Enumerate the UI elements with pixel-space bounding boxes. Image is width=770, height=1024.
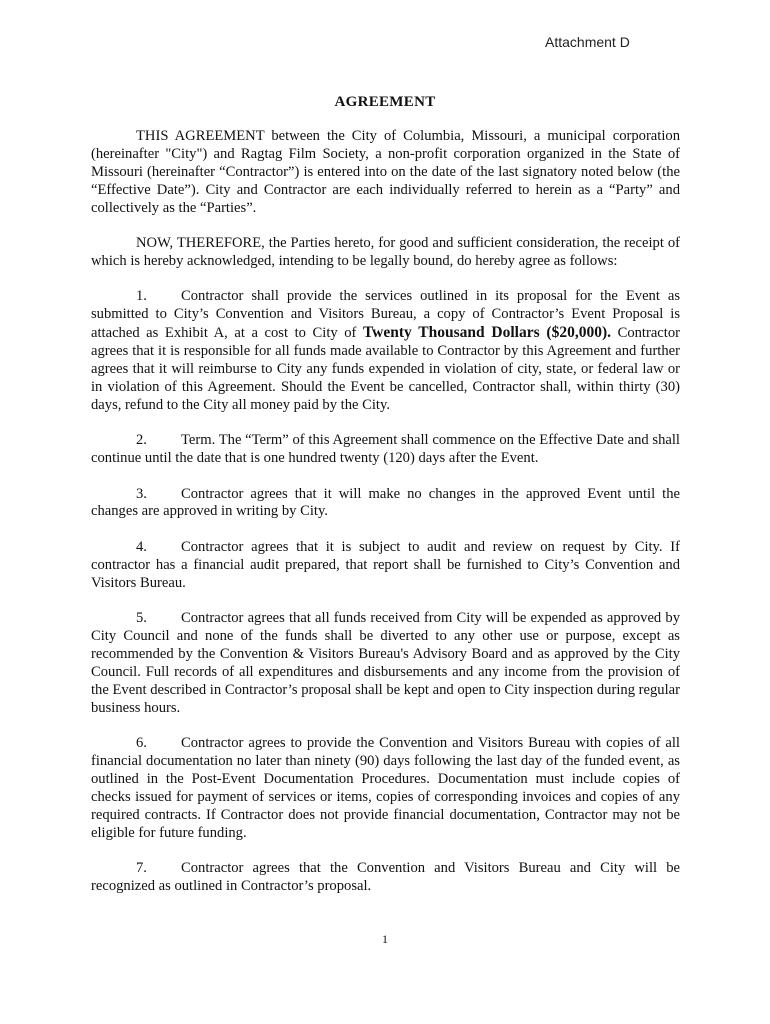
section-2 — [91, 432, 680, 468]
section-2-text: Term. The “Term” of this Agreement shall commence on the Effective Date and shall continue until the date that is one hundred twenty (120) days after the Event. — [91, 432, 680, 467]
section-1 — [91, 288, 680, 414]
section-4-text: Contractor agrees that it is subject to audit and review on request by City. If contractor has a financial audit prepared, that report shall be furnished to City’s Convention and Visitors Bureau. — [91, 538, 680, 591]
section-3-text: Contractor agrees that it will make no changes in the approved Event until the changes are approved in writing by City. — [91, 485, 680, 520]
section-3 — [91, 486, 680, 522]
section-5-text: Contractor agrees that all funds received from City will be expended as approved by City Council and none of the funds shall be diverted to any other use or purpose, except as recommended by the Convention & Visitors Bureau's Advisory Board and as approved by the City Council. Full records of all expenditures and disbursements and any income from the provision of the Event described in Contractor’s proposal shall be kept and open to City inspection during regular business hours. — [91, 610, 680, 716]
section-7-text: Contractor agrees that the Convention and Visitors Bureau and City will be recognized as outlined in Contractor’s proposal. — [91, 859, 680, 894]
section-1-text-b: Contractor agrees that it is responsible for all funds made available to Contractor by this Agreement and further agrees that it will reimburse to City any funds expended in violation of city, state, or federal law or in violation of this Agreement. Should the Event be cancelled, Contractor shall, within thirty (30) days, refund to the City all money paid by the City. — [91, 325, 680, 413]
section-number: 2. — [136, 432, 147, 449]
section-4 — [91, 539, 680, 593]
section-number: 5. — [136, 610, 147, 627]
section-number: 3. — [136, 485, 147, 502]
page-title: AGREEMENT — [334, 94, 436, 110]
section-6 — [91, 735, 680, 842]
intro-paragraph: THIS AGREEMENT between the City of Columbia, Missouri, a municipal corporation (hereinafter "City") and Ragtag Film Society, a non-profit corporation organized in the State of Missouri (hereinafter “Contractor”) is entered into on the date of the last signatory noted below (the “Effective Date”). City and Contractor are each individually referred to herein as a “Party” and collectively as the “Parties”. — [91, 128, 680, 216]
document-body — [91, 128, 680, 913]
section-7 — [91, 860, 680, 896]
attachment-label: Attachment D — [545, 34, 630, 50]
now-therefore-paragraph: NOW, THEREFORE, the Parties hereto, for good and sufficient consideration, the receipt of which is hereby acknowledged, intending to be legally bound, do hereby agree as follows: — [91, 235, 680, 269]
section-number: 6. — [136, 734, 147, 751]
section-number: 4. — [136, 538, 147, 555]
cost-amount: Twenty Thousand Dollars ($20,000). — [362, 324, 612, 342]
section-number: 1. — [136, 288, 147, 305]
section-number: 7. — [136, 859, 147, 876]
page-number: 1 — [382, 932, 388, 946]
section-6-text: Contractor agrees to provide the Convention and Visitors Bureau with copies of all financial documentation no later than ninety (90) days following the last day of the funded event, as outlined in the Post-Event Documentation Procedures. Documentation must include copies of checks issued for payment of services or items, copies of corresponding invoices and copies of any required contracts. If Contractor does not provide financial documentation, Contractor may not be eligible for future funding. — [91, 734, 680, 841]
section-5 — [91, 610, 680, 717]
section-1-text-a: Contractor shall provide the services outlined in its proposal for the Event as submitted to City’s Convention and Visitors Bureau, a copy of Contractor’s Event Proposal is attached as Exhibit A, at a cost to City of — [91, 288, 680, 342]
